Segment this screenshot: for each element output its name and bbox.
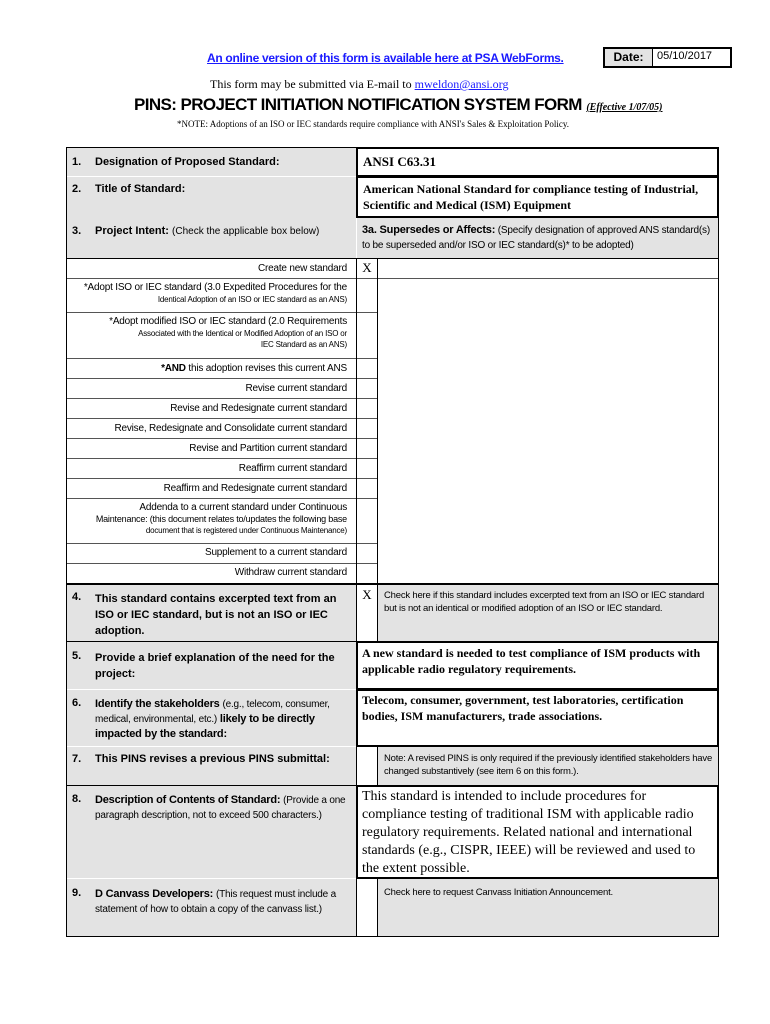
item1-label: Designation of Proposed Standard: bbox=[95, 156, 280, 168]
intent-checkbox[interactable] bbox=[356, 478, 378, 498]
item6-label-wrap bbox=[95, 697, 355, 742]
intent-option-reaffirm[interactable] bbox=[67, 458, 378, 479]
intent-option-line1: *Adopt ISO or IEC standard (3.0 Expedited Procedures for the bbox=[83, 282, 347, 293]
item4-number: 4. bbox=[72, 591, 82, 603]
intent-option-label: Withdraw current standard bbox=[234, 567, 347, 578]
item6-label2: likely to be directly impacted by the standard: bbox=[95, 713, 315, 740]
intent-checkbox[interactable] bbox=[356, 378, 378, 398]
form-title bbox=[134, 95, 663, 115]
item5-number: 5. bbox=[72, 650, 82, 662]
intent-option-create-new[interactable] bbox=[67, 258, 378, 279]
intent-option-label bbox=[109, 315, 350, 350]
item1-number: 1. bbox=[72, 156, 82, 168]
item7-number: 7. bbox=[72, 753, 82, 765]
intent-option-label: Revise current standard bbox=[245, 383, 347, 394]
item3-label: Project Intent: bbox=[95, 225, 169, 237]
designation-value[interactable]: ANSI C63.31 bbox=[363, 154, 436, 169]
intent-option-line2: Associated with the Identical or Modified Adoption of an ISO or bbox=[138, 329, 347, 338]
online-version-link[interactable]: An online version of this form is available here at PSA WebForms. bbox=[207, 51, 564, 65]
intent-option-addenda[interactable] bbox=[67, 498, 378, 544]
intent-option-revise-redesignate-consolidate[interactable] bbox=[67, 418, 378, 439]
effective-date: (Effective 1/07/05) bbox=[586, 102, 663, 113]
intent-checkbox[interactable] bbox=[356, 278, 378, 312]
intent-option-adopt-modified[interactable] bbox=[67, 312, 378, 359]
item3-label-wrap bbox=[95, 225, 319, 237]
stakeholders-value[interactable]: Telecom, consumer, government, test laboratories, certification bodies, ISM manufacturers, trade associations. bbox=[362, 693, 684, 723]
date-label: Date: bbox=[605, 49, 653, 66]
item3a-label: 3a. Supersedes or Affects: bbox=[362, 224, 496, 236]
item6-label: Identify the stakeholders bbox=[95, 698, 220, 710]
intent-option-label: Revise, Redesignate and Consolidate current standard bbox=[114, 423, 347, 434]
description-value[interactable]: This standard is intended to include procedures for compliance testing of traditional ISM with applicable radio regulatory requirements. Related national and international standards (e.g., CISPR, IEEE) will be reviewed and used to the extent possible. bbox=[362, 789, 696, 876]
item7-label: This PINS revises a previous PINS submittal: bbox=[95, 753, 330, 765]
intent-option-label bbox=[96, 501, 350, 536]
intent-option-label bbox=[84, 281, 350, 305]
intent-option-revise-redesignate[interactable] bbox=[67, 398, 378, 419]
item4-label: This standard contains excerpted text from an ISO or IEC standard, but is not an ISO or IEC adoption. bbox=[95, 593, 337, 637]
date-value[interactable]: 05/10/2017 bbox=[657, 50, 713, 62]
intent-checkbox[interactable] bbox=[356, 458, 378, 478]
email-link[interactable]: mweldon@ansi.org bbox=[414, 77, 509, 91]
intent-option-rest: this adoption revises this current ANS bbox=[185, 363, 347, 374]
canvass-note: Check here to request Canvass Initiation Announcement. bbox=[384, 887, 613, 898]
intent-option-supplement[interactable] bbox=[67, 543, 378, 564]
intent-option-label: Create new standard bbox=[257, 263, 347, 274]
intent-checkbox[interactable] bbox=[356, 438, 378, 458]
intent-option-withdraw[interactable] bbox=[67, 563, 378, 583]
intent-option-line1: Addenda to a current standard under Continuous bbox=[139, 502, 347, 513]
excerpted-text-note: Check here if this standard includes excerpted text from an ISO or IEC standard but is not an identical or modified adoption of an ISO or IEC standard. bbox=[384, 590, 705, 614]
intent-checkbox[interactable] bbox=[356, 543, 378, 563]
supersedes-field[interactable] bbox=[378, 258, 718, 279]
intent-option-and-revises[interactable] bbox=[67, 358, 378, 379]
item6-hint: (e.g., telecom, consumer, medical, environmental, etc.) bbox=[95, 699, 330, 725]
intent-checkbox[interactable]: X bbox=[356, 258, 378, 278]
intent-checkbox[interactable] bbox=[356, 418, 378, 438]
item8-label: Description of Contents of Standard: bbox=[95, 794, 281, 806]
email-prefix: This form may be submitted via E-mail to bbox=[210, 77, 415, 91]
item9-label-wrap bbox=[95, 887, 353, 917]
item3-hint: (Check the applicable box below) bbox=[172, 226, 320, 237]
intent-checkbox[interactable] bbox=[356, 358, 378, 378]
intent-checkbox[interactable] bbox=[356, 398, 378, 418]
intent-option-label bbox=[161, 362, 350, 375]
intent-checkbox[interactable] bbox=[356, 312, 378, 358]
email-instruction bbox=[210, 77, 508, 92]
intent-option-label: Revise and Redesignate current standard bbox=[170, 403, 347, 414]
intent-option-label: Reaffirm and Redesignate current standard bbox=[163, 483, 347, 494]
form-title-text: PINS: PROJECT INITIATION NOTIFICATION SYSTEM FORM bbox=[134, 95, 582, 114]
row3-left-bg bbox=[67, 218, 356, 258]
item3a-text bbox=[362, 223, 714, 253]
intent-option-label: Revise and Partition current standard bbox=[189, 443, 347, 454]
item8-label-wrap bbox=[95, 793, 353, 823]
item9-number: 9. bbox=[72, 887, 82, 899]
item5-label: Provide a brief explanation of the need for the project: bbox=[95, 652, 335, 680]
intent-option-line1: *Adopt modified ISO or IEC standard (2.0 Requirements bbox=[109, 316, 347, 327]
date-box bbox=[603, 47, 732, 68]
intent-option-reaffirm-redesignate[interactable] bbox=[67, 478, 378, 499]
intent-checkbox[interactable] bbox=[356, 563, 378, 583]
revised-pins-checkbox[interactable] bbox=[356, 747, 378, 785]
title-value[interactable]: American National Standard for compliance testing of Industrial, Scientific and Medical (ISM) Equipment bbox=[363, 182, 699, 212]
intent-option-bold: *AND bbox=[161, 363, 186, 374]
intent-option-line3: document that is registered under Continuous Maintenance) bbox=[145, 526, 347, 535]
item9-hint: (This request must include a statement of how to obtain a copy of the canvass list.) bbox=[95, 889, 336, 915]
intent-option-label: Reaffirm current standard bbox=[238, 463, 347, 474]
intent-option-label: Supplement to a current standard bbox=[204, 547, 347, 558]
supersedes-field-2[interactable] bbox=[378, 278, 718, 583]
intent-option-line2: Maintenance: (this document relates to/updates the following base bbox=[95, 514, 347, 524]
intent-option-revise-partition[interactable] bbox=[67, 438, 378, 459]
intent-option-revise[interactable] bbox=[67, 378, 378, 399]
item6-number: 6. bbox=[72, 697, 82, 709]
item9-label: D Canvass Developers: bbox=[95, 888, 214, 900]
intent-checkbox[interactable] bbox=[356, 498, 378, 543]
canvass-checkbox[interactable] bbox=[356, 879, 378, 936]
revised-pins-note: Note: A revised PINS is only required if the previously identified stakeholders have changed substantively (see item 6 on this form.). bbox=[384, 753, 713, 777]
need-explanation-value[interactable]: A new standard is needed to test compliance of ISM products with applicable radio regulatory requirements. bbox=[362, 646, 701, 676]
item3a-hint: (Specify designation of approved ANS standard(s) to be superseded and/or ISO or IEC standard(s)* to be adopted) bbox=[362, 225, 710, 251]
item8-number: 8. bbox=[72, 793, 82, 805]
intent-option-adopt-iso[interactable] bbox=[67, 278, 378, 313]
item2-number: 2. bbox=[72, 183, 82, 195]
excerpted-text-checkbox[interactable]: X bbox=[356, 585, 378, 641]
adoption-note: *NOTE: Adoptions of an ISO or IEC standards require compliance with ANSI's Sales & Exploitation Policy. bbox=[177, 119, 569, 129]
item2-label: Title of Standard: bbox=[95, 183, 186, 195]
intent-option-line3: IEC Standard as an ANS) bbox=[260, 340, 347, 349]
item3-number: 3. bbox=[72, 225, 82, 237]
intent-option-line2: Identical Adoption of an ISO or IEC standard as an ANS) bbox=[157, 295, 347, 304]
item8-hint: (Provide a one paragraph description, not to exceed 500 characters.) bbox=[95, 795, 346, 821]
intent-options-list bbox=[67, 258, 378, 583]
